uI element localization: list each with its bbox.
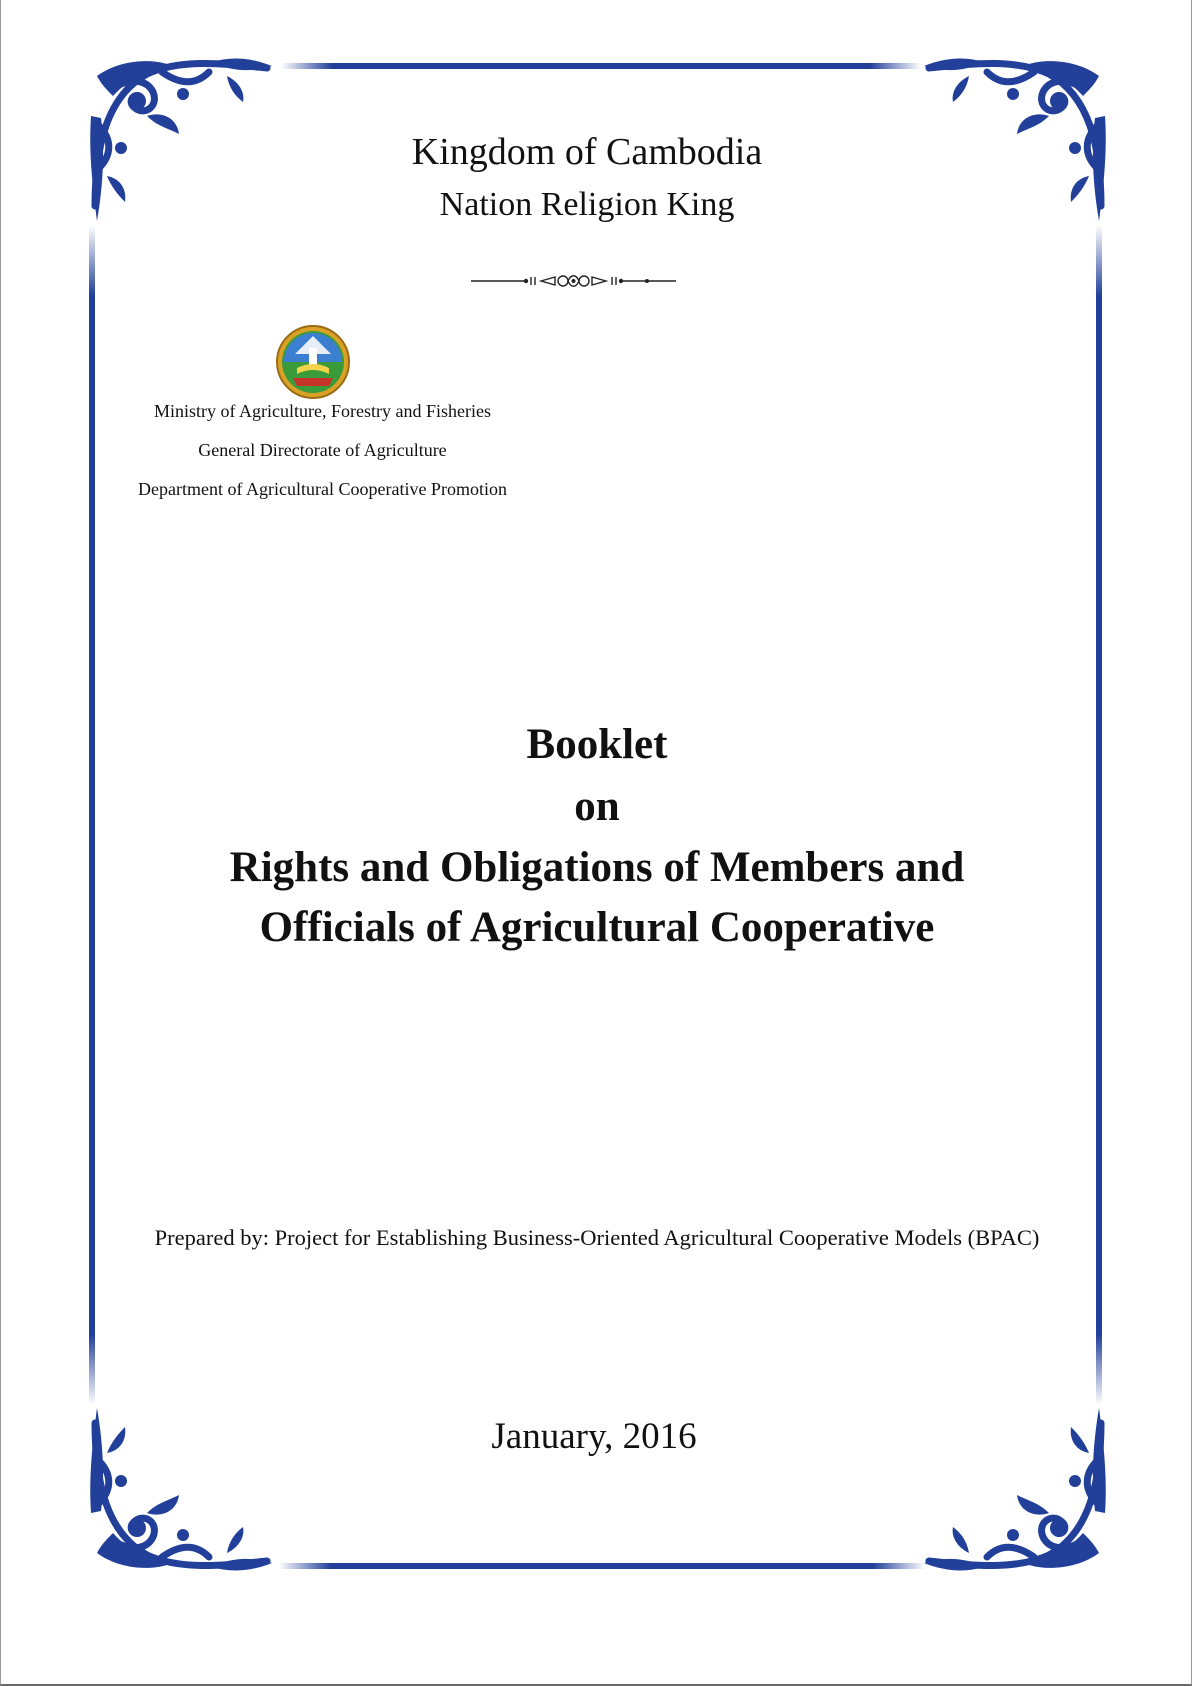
- ministry-emblem-icon: [275, 324, 351, 400]
- directorate-name: General Directorate of Agriculture: [198, 440, 447, 460]
- ministry-name: Ministry of Agriculture, Forestry and Fisheries: [154, 401, 491, 421]
- booklet-title-line-1: Booklet: [526, 721, 668, 768]
- prepared-by-credit: Prepared by: Project for Establishing Business-Oriented Agricultural Cooperative Models (BPAC): [154, 1225, 1040, 1250]
- border-line-top: [281, 63, 921, 69]
- booklet-title-line-3: Rights and Obligations of Members and: [229, 844, 965, 891]
- publication-date: January, 2016: [491, 1416, 697, 1457]
- department-name: Department of Agricultural Cooperative Promotion: [138, 479, 507, 499]
- ornamental-divider-icon: [471, 268, 676, 294]
- national-motto: Nation Religion King: [439, 186, 735, 223]
- country-heading: Kingdom of Cambodia: [411, 131, 763, 173]
- border-line-bottom: [279, 1563, 925, 1569]
- booklet-title-line-2: on: [574, 783, 620, 830]
- booklet-title-line-4: Officials of Agricultural Cooperative: [259, 904, 935, 951]
